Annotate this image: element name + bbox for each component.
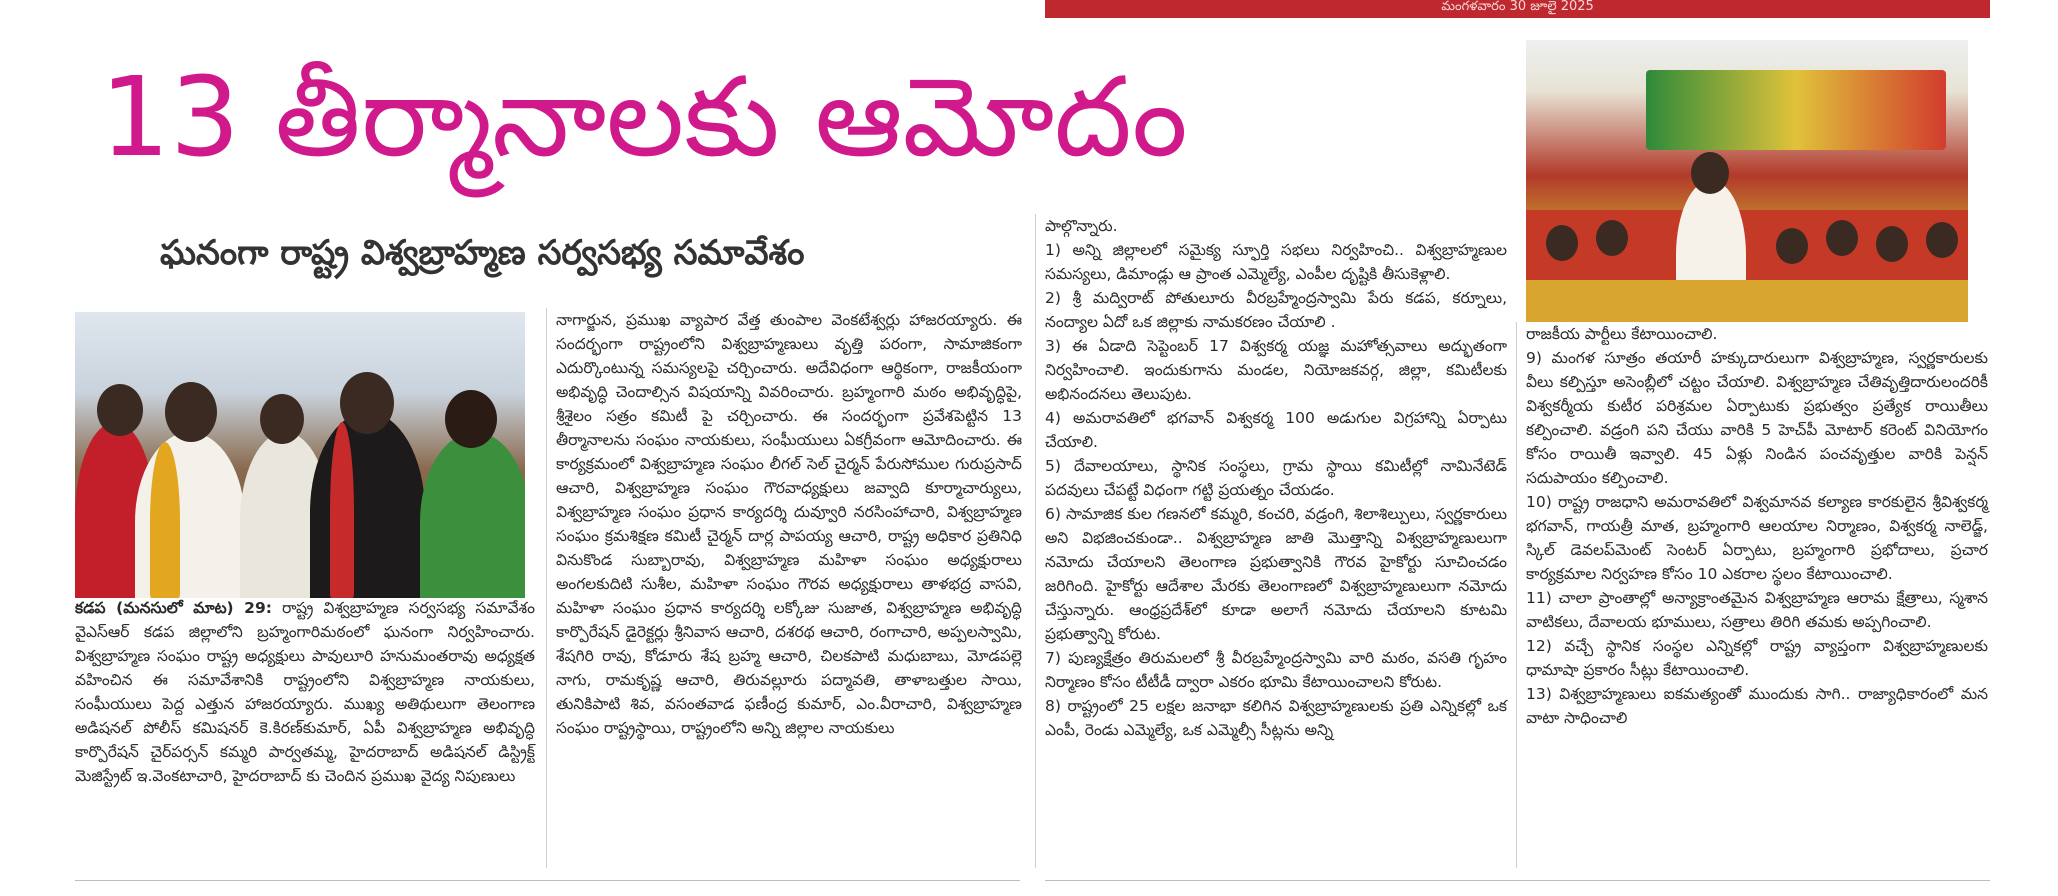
subheadline: ఘనంగా రాష్ట్ర విశ్వబ్రాహ్మణ సర్వసభ్య సమావేశం <box>160 233 805 273</box>
resolution-5: 5) దేవాలయాలు, స్థానిక సంస్థలు, గ్రామ స్థాయి కమిటీల్లో నామినేటెడ్ పదవులు చేపట్టే విధంగా గట్టి ప్రయత్నం చేయడం. <box>1045 457 1507 499</box>
article-column-3 <box>1045 214 1507 742</box>
article-column-4 <box>1526 322 1988 730</box>
resolution-1: 1) అన్ని జిల్లాలలో సమైక్య స్ఫూర్తి సభలు నిర్వహించి.. విశ్వబ్రాహ్మణుల సమస్యలు, డిమాండ్లు ఆ ప్రాంత ఎమ్మెల్యే, ఎంపీల దృష్టికి తీసుకెళ్లాలి. <box>1045 241 1507 283</box>
column-4-para: రాజకీయ పార్టీలు కేటాయించాలి. <box>1526 325 1718 343</box>
resolution-3: 3) ఈ ఏడాది సెప్టెంబర్ 17 విశ్వకర్మ యజ్ఞ మహోత్సవాలు అద్భుతంగా నిర్వహించాలి. ఇందుకుగాను మండల, నియోజకవర్గ, జిల్లా, కమిటీలకు అభినందనలు తెలుపుట. <box>1045 337 1507 403</box>
column-divider <box>1035 214 1036 868</box>
article-column-1 <box>75 596 535 788</box>
resolution-4: 4) అమరావతిలో భగవాన్ విశ్వకర్మ 100 అడుగుల విగ్రహాన్ని ఏర్పాటు చేయాలి. <box>1045 409 1507 451</box>
resolution-2: 2) శ్రీ మద్విరాట్ పోతులూరు వీరబ్రహ్మేంద్రస్వామి పేరు కడప, కర్నూలు, నంద్యాల ఏదో ఒక జిల్లాకు నామకరణం చేయాలి . <box>1045 289 1507 331</box>
bottom-rule <box>1045 880 1990 881</box>
headline: 13 తీర్మానాలకు ఆమోదం <box>100 53 1188 181</box>
article-column-2 <box>556 308 1022 740</box>
column-2-text: నాగార్జున, ప్రముఖ వ్యాపార వేత్త తుంపాల వెంకటేశ్వర్లు హాజరయ్యారు. ఈ సందర్భంగా రాష్ట్రంలోని విశ్వబ్రాహ్మణులు వృత్తి పరంగా, సామాజికంగా ఎదుర్కొంటున్న సమస్యలపై చర్చించారు. అదేవిధంగా ఆర్థికంగా, రాజకీయంగా అభివృద్ధి చెందాల్సిన విషయాన్ని వివరించారు. బ్రహ్మంగారి మఠం అభివృద్ధిపై, శ్రీశైలం సత్రం కమిటీ పై చర్చించారు. ఈ సందర్భంగా ప్రవేశపెట్టిన 13 తీర్మానాలను సంఘం నాయకులు, సంఘీయులు ఏకగ్రీవంగా ఆమోదించారు. ఈ కార్యక్రమంలో విశ్వబ్రాహ్మణ సంఘం లీగల్ సెల్ చైర్మన్ పేరుసోముల గురుప్రసాద్ ఆచారి, విశ్వబ్రాహ్మణ సంఘం గౌరవాధ్యక్షులు జవ్వాది కూర్మాచార్యులు, విశ్వబ్రాహ్మణ సంఘం ప్రధాన కార్యదర్శి దువ్వూరి నరసింహాచారి, విశ్వబ్రాహ్మణ సంఘం క్రమశిక్షణ కమిటీ చైర్మన్ దార్ల పాపయ్య ఆచారి, రాష్ట్ర అధికార ప్రతినిధి వినుకొండ సుబ్బారావు, విశ్వబ్రాహ్మణ మహిళా సంఘం అధ్యక్షురాలు అంగలకుదిటి సుశీల, మహిళా సంఘం గౌరవ అధ్యక్షురాలు తాళభద్ర వాసవి, మహిళా సంఘం ప్రధాన కార్యదర్శి లక్కోజు సుజాత, విశ్వబ్రాహ్మణ అభివృద్ధి కార్పొరేషన్ డైరెక్టర్లు శ్రీనివాస ఆచారి, దశరథ ఆచారి, రంగాచారి, అప్పలస్వామి, శేషగిరి రావు, కోడూరు శేష బ్రహ్మ ఆచారి, చిలకపాటి మధుబాబు, మోడపల్లె నాగు, రామకృష్ణ ఆచారి, తిరువల్లూరు పద్మావతి, తాళాబత్తుల సాయి, తునికిపాటి శివ, వసంతవాడ ఫణీంద్ర కుమార్, ఎం.వీరాచారి, విశ్వబ్రాహ్మణ సంఘం రాష్ట్రస్థాయి, రాష్ట్రంలోని అన్ని జిల్లాల నాయకులు <box>556 311 1022 737</box>
resolution-8: 8) రాష్ట్రంలో 25 లక్షల జనాభా కలిగిన విశ్వబ్రాహ్మణులకు ప్రతి ఎన్నికల్లో ఒక ఎంపీ, రెండు ఎమ్మెల్యే, ఒక ఎమ్మెల్సీ సీట్లను అన్ని <box>1045 697 1507 739</box>
column-3-para: పాల్గొన్నారు. <box>1045 217 1118 235</box>
resolution-13: 13) విశ్వబ్రాహ్మణులు ఐకమత్యంతో ముందుకు సాగి.. రాజ్యాధికారంలో మన వాటా సాధించాలి <box>1526 685 1988 727</box>
masthead-strip <box>1045 0 1990 18</box>
resolution-10: 10) రాష్ట్ర రాజధాని అమరావతిలో విశ్వమానవ కల్యాణ కారకులైన శ్రీవిశ్వకర్మ భగవాన్, గాయత్రీ మాత, బ్రహ్మంగారి ఆలయాల నిర్మాణం, విశ్వకర్మ నాలెడ్జ్, స్కిల్ డెవలప్‌మెంట్ సెంటర్ ఏర్పాటు, బ్రహ్మంగారి ప్రభోదాలు, ప్రచార కార్యక్రమాల నిర్వహణ కోసం 10 ఎకరాల స్థలం కేటాయించాలి. <box>1526 493 1988 583</box>
resolution-11: 11) చాలా ప్రాంతాల్లో అన్యాక్రాంతమైన విశ్వబ్రాహ్మణ ఆరామ క్షేత్రాలు, స్మశాన వాటికలు, దేవాలయ భూములు, సత్రాలు తిరిగి తమకు అప్పగించాలి. <box>1526 589 1988 631</box>
column-1-text: రాష్ట్ర విశ్వబ్రాహ్మణ సర్వసభ్య సమావేశం వైఎస్ఆర్ కడప జిల్లాలోని బ్రహ్మంగారిమఠంలో ఘనంగా నిర్వహించారు. విశ్వబ్రాహ్మణ సంఘం రాష్ట్ర అధ్యక్షులు పావులూరి హనుమంతరావు అధ్యక్షత వహించిన ఈ సమావేశానికి రాష్ట్రంలోని విశ్వబ్రాహ్మణ నాయకులు, సంఘీయులు పెద్ద ఎత్తున హాజరయ్యారు. ముఖ్య అతిథులుగా తెలంగాణ అడిషనల్ పోలీస్ కమిషనర్ కె.కిరణ్‌కుమార్, ఏపీ విశ్వబ్రాహ్మణ అభివృద్ధి కార్పొరేషన్ చైర్‌పర్సన్ కమ్మరి పార్వతమ్మ, హైదరాబాద్ అడిషనల్ డిస్ట్రిక్ట్ మెజిస్ట్రేట్ ఇ.వెంకటాచారి, హైదరాబాద్ కు చెందిన ప్రముఖ వైద్య నిపుణులు <box>75 599 535 785</box>
bottom-rule <box>75 880 1020 881</box>
group-photo-icon <box>75 312 525 598</box>
column-divider <box>546 308 547 868</box>
column-divider <box>1516 322 1517 868</box>
resolution-12: 12) వచ్చే స్థానిక సంస్థల ఎన్నికల్లో రాష్ట్ర వ్యాప్తంగా విశ్వబ్రాహ్మణులకు ధామాషా ప్రకారం సీట్లు కేటాయించాలి. <box>1526 637 1988 679</box>
masthead-strip-text: మంగళవారం 30 జూలై 2025 <box>1441 0 1594 14</box>
meeting-photo-icon <box>1526 40 1968 322</box>
dateline: కడప (మనసులో మాట) 29: <box>75 599 272 617</box>
resolution-9: 9) మంగళ సూత్రం తయారీ హక్కుదారులుగా విశ్వబ్రాహ్మణ, స్వర్ణకారులకు వీలు కల్పిస్తూ అసెంబ్లీలో చట్టం చేయాలి. విశ్వబ్రాహ్మణ చేతివృత్తిదారులందరికీ విశ్వకర్మీయ కుటీర పరిశ్రమల ఏర్పాటుకు ప్రభుత్వం ప్రత్యేక రాయితీలు కల్పించాలి. వడ్రంగి పని చేయు వారికి 5 హెచ్‌పీ మోటార్ కరెంట్ వినియోగం కోసం రాయితీ ఇవ్వాలి. 45 ఏళ్లు నిండిన పంచవృత్తుల వారికి పెన్షన్ సదుపాయం కల్పించాలి. <box>1526 349 1988 487</box>
resolution-7: 7) పుణ్యక్షేత్రం తిరుమలలో శ్రీ వీరబ్రహ్మేంద్రస్వామి వారి మఠం, వసతి గృహం నిర్మాణం కోసం టీటీడీ ద్వారా ఎకరం భూమి కేటాయించాలని కోరుట. <box>1045 649 1507 691</box>
resolution-6: 6) సామాజిక కుల గణనలో కమ్మరి, కంచరి, వడ్రంగి, శిలాశిల్పులు, స్వర్ణకారులు అని విభజించకుండా.. విశ్వబ్రాహ్మణ జాతి మొత్తాన్ని విశ్వబ్రాహ్మణులుగా నమోదు చేయాలని తెలంగాణ ప్రభుత్వానికి గౌరవ హైకోర్టు సూచించడం జరిగింది. హైకోర్టు ఆదేశాల మేరకు తెలంగాణలో విశ్వబ్రాహ్మణులుగా నమోదు చేస్తున్నారు. ఆంధ్రప్రదేశ్‌లో కూడా అలాగే నమోదు చేయాలని కూటమి ప్రభుత్వాన్ని కోరుట. <box>1045 505 1507 643</box>
